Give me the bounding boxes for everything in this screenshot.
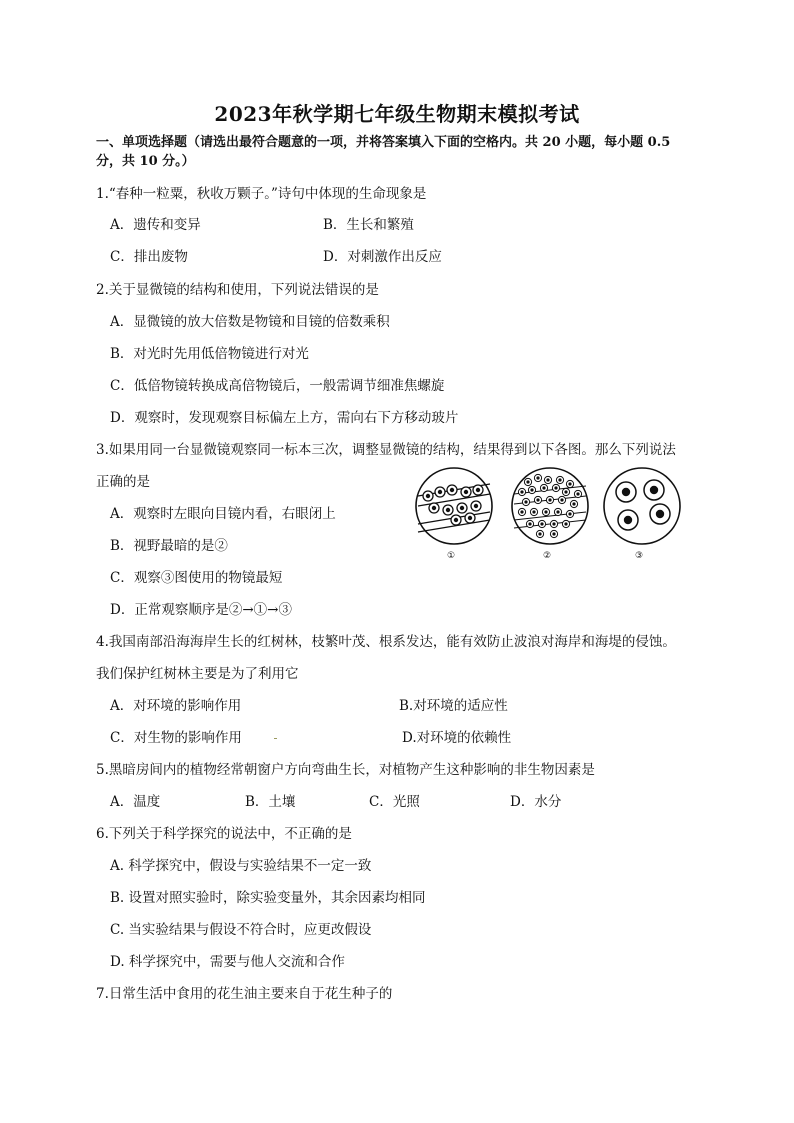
q1-option-a: A．遗传和变异 [110, 217, 201, 233]
q6-option-b: B. 设置对照实验时，除实验变量外，其余因素均相同 [110, 890, 426, 906]
q4-option-c: C．对生物的影响作用 [110, 730, 242, 746]
section-heading-line2: 分，共 10 分。） [96, 154, 195, 169]
question-3-stem-line2: 正确的是 [96, 474, 150, 490]
q6-option-d: D. 科学探究中，需要与他人交流和合作 [110, 954, 345, 970]
q4-option-a: A．对环境的影响作用 [110, 698, 242, 714]
question-5-stem: 5.黑暗房间内的植物经常朝窗户方向弯曲生长，对植物产生这种影响的非生物因素是 [96, 762, 595, 778]
q4-option-b: B.对环境的适应性 [399, 698, 508, 714]
q1-option-d: D．对刺激作出反应 [323, 249, 442, 265]
question-4-stem-line2: 我们保护红树林主要是为了利用它 [96, 666, 299, 682]
section-heading-line1: 一、单项选择题（请选出最符合题意的一项，并将答案填入下面的空格内。共 20 小题，每小题 0.5 [96, 135, 671, 150]
q3-option-d: D．正常观察顺序是②→①→③ [110, 602, 292, 618]
microscope-views-figure [414, 466, 684, 558]
q2-option-b: B．对光时先用低倍物镜进行对光 [110, 346, 309, 362]
question-6-stem: 6.下列关于科学探究的说法中，不正确的是 [96, 826, 352, 842]
q3-option-c: C．观察③图使用的物镜最短 [110, 570, 283, 586]
q3-option-a: A．观察时左眼向目镜内看，右眼闭上 [110, 506, 336, 522]
figure-label-2: ② [543, 551, 552, 558]
q6-option-c: C. 当实验结果与假设不符合时，应更改假设 [110, 922, 372, 938]
q1-option-b: B．生长和繁殖 [323, 217, 414, 233]
question-3-stem-line1: 3.如果用同一台显微镜观察同一标本三次，调整显微镜的结构，结果得到以下各图。那么下列说法 [96, 442, 676, 458]
view-2-lowest-magnification [512, 468, 588, 544]
question-1-stem: 1.“春种一粒粟，秋收万颗子。”诗句中体现的生命现象是 [96, 186, 427, 202]
view-1-low-magnification [416, 468, 492, 544]
question-7-stem: 7.日常生活中食用的花生油主要来自于花生种子的 [96, 986, 393, 1002]
view-3-high-magnification [604, 468, 680, 544]
q2-option-a: A．显微镜的放大倍数是物镜和目镜的倍数乘积 [110, 314, 390, 330]
q5-option-d: D．水分 [510, 794, 562, 810]
figure-label-3: ③ [635, 551, 644, 558]
q1-option-c: C．排出废物 [110, 249, 188, 265]
q3-option-b: B．视野最暗的是② [110, 538, 228, 554]
q2-option-c: C．低倍物镜转换成高倍物镜后，一般需调节细准焦螺旋 [110, 378, 445, 394]
question-2-stem: 2.关于显微镜的结构和使用，下列说法错误的是 [96, 282, 379, 298]
q5-option-a: A．温度 [110, 794, 161, 810]
exam-title: 2023年秋学期七年级生物期末模拟考试 [214, 102, 580, 126]
q5-option-c: C．光照 [369, 794, 420, 810]
q5-option-b: B．土壤 [245, 794, 296, 810]
q6-option-a: A. 科学探究中，假设与实验结果不一定一致 [110, 858, 372, 874]
q2-option-d: D．观察时，发现观察目标偏左上方，需向右下方移动玻片 [110, 410, 459, 426]
question-4-stem-line1: 4.我国南部沿海海岸生长的红树林，枝繁叶茂、根系发达，能有效防止波浪对海岸和海堤的侵蚀。 [96, 634, 676, 650]
q4-option-d: D.对环境的依赖性 [402, 730, 512, 746]
stray-mark [274, 738, 277, 739]
figure-label-1: ① [447, 551, 456, 558]
